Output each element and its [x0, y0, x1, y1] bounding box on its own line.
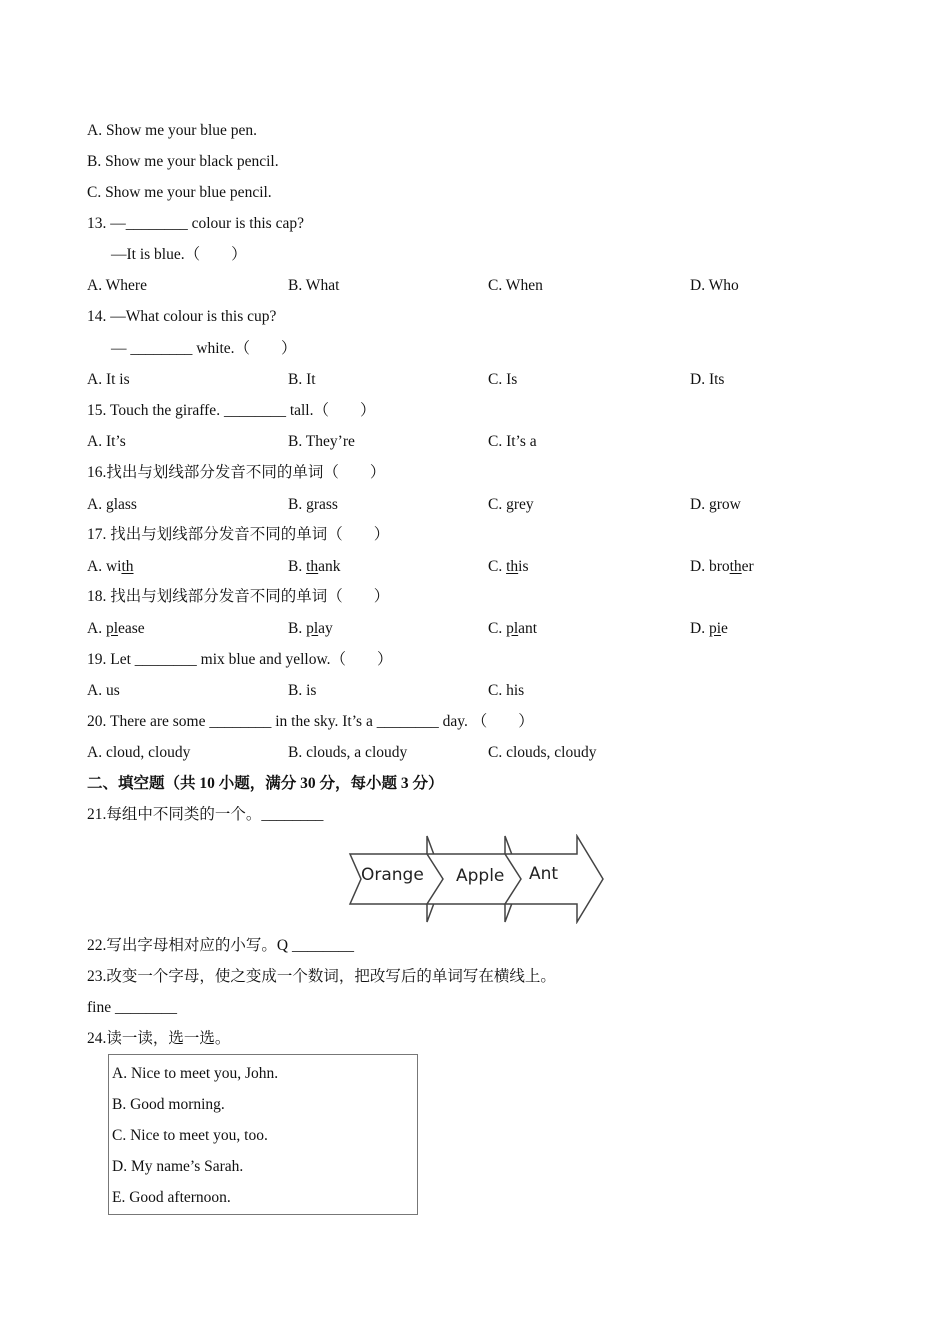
q13-option-a: A. Where	[87, 277, 147, 294]
q16-option-c-suffix: rey	[513, 496, 534, 513]
q19-option-a: A. us	[87, 682, 120, 699]
q12-option-c: C. Show me your blue pencil.	[87, 184, 272, 201]
q19-option-c: C. his	[488, 682, 525, 699]
q18-option-a-prefix: A.	[87, 620, 106, 637]
q15-option-a: A. It’s	[87, 433, 126, 450]
q16-option-c-prefix: C.	[488, 496, 507, 513]
q17-option-d-underlined: th	[729, 558, 742, 575]
q21-stem: 21.每组中不同类的一个。________	[87, 806, 324, 823]
q17-option-d-prefix: D. bro	[690, 558, 730, 575]
q12-option-b: B. Show me your black pencil.	[87, 153, 279, 170]
q17-option-a-prefix: A. wi	[87, 558, 122, 575]
q14-answer-line: — ________ white.（ ）	[111, 340, 297, 357]
q17-option-b-underlined: th	[306, 558, 319, 575]
q18-option-a-suffix: ease	[118, 620, 145, 637]
q18-option-c-suffix: ant	[518, 620, 538, 637]
q12-option-a: A. Show me your blue pen.	[87, 122, 258, 139]
q17-option-c-underlined: th	[506, 558, 519, 575]
q16-option-a-underlined: g	[105, 496, 114, 513]
q20-option-a: A. cloud, cloudy	[87, 744, 191, 761]
q18-option-b-underlined: pl	[306, 620, 319, 637]
q16-stem: 16.找出与划线部分发音不同的单词（ ）	[87, 464, 386, 481]
section-2-title: 二、填空题（共 10 小题，满分 30 分，每小题 3 分）	[87, 775, 444, 792]
q16-option-d-prefix: D.	[690, 496, 709, 513]
q17-option-c-prefix: C.	[488, 558, 507, 575]
q18-option-a-underlined: pl	[105, 620, 119, 637]
q18-option-b-prefix: B.	[288, 620, 307, 637]
q16-option-c	[488, 494, 534, 516]
q18-option-b	[288, 618, 333, 640]
q16-option-b-prefix: B.	[288, 496, 307, 513]
q24-box-item-c: C. Nice to meet you, too.	[112, 1127, 268, 1144]
q19-option-b: B. is	[288, 682, 317, 699]
q18-option-d-prefix: D.	[690, 620, 709, 637]
q14-stem: 14. —What colour is this cup?	[87, 308, 277, 325]
q24-box-item-b: B. Good morning.	[112, 1096, 225, 1113]
q16-option-a	[87, 494, 137, 516]
q17-option-d	[690, 556, 754, 578]
q16-option-d-suffix: row	[716, 496, 741, 513]
q24-box-item-a: A. Nice to meet you, John.	[112, 1065, 279, 1082]
q17-stem: 17. 找出与划线部分发音不同的单词（ ）	[87, 526, 390, 543]
q18-option-d-suffix: e	[721, 620, 728, 637]
q14-option-d: D. Its	[690, 371, 725, 388]
q21-arrow-diagram	[345, 834, 607, 924]
q16-option-d-underlined: g	[708, 496, 717, 513]
q13-option-b: B. What	[288, 277, 340, 294]
q20-stem: 20. There are some ________ in the sky. It’s a ________ day. （ ）	[87, 713, 534, 730]
q13-answer-line: —It is blue.（ ）	[111, 246, 247, 263]
q15-option-b: B. They’re	[288, 433, 355, 450]
q17-option-b	[288, 556, 341, 578]
q18-option-c-prefix: C.	[488, 620, 507, 637]
q24-box-item-d: D. My name’s Sarah.	[112, 1158, 244, 1175]
q17-option-c-suffix: is	[518, 558, 529, 575]
q13-stem: 13. —________ colour is this cap?	[87, 215, 304, 232]
arrow-word-apple: Apple	[456, 866, 505, 886]
q18-option-a	[87, 618, 145, 640]
q23-answer-line: fine ________	[87, 999, 177, 1016]
q22-stem: 22.写出字母相对应的小写。Q ________	[87, 937, 354, 954]
q24-box-item-e: E. Good afternoon.	[112, 1189, 231, 1206]
q14-option-b: B. It	[288, 371, 316, 388]
q17-option-b-prefix: B.	[288, 558, 307, 575]
q18-option-d-underlined: pi	[708, 620, 722, 637]
q18-option-b-suffix: ay	[318, 620, 333, 637]
q17-option-a-underlined: th	[121, 558, 134, 575]
q20-option-b: B. clouds, a cloudy	[288, 744, 408, 761]
q16-option-c-underlined: g	[506, 496, 514, 513]
q16-option-a-suffix: lass	[113, 496, 137, 513]
q17-option-c	[488, 556, 529, 578]
q24-stem: 24.读一读，选一选。	[87, 1030, 231, 1047]
q18-option-c	[488, 618, 537, 640]
q16-option-a-prefix: A.	[87, 496, 106, 513]
q15-option-c: C. It’s a	[488, 433, 537, 450]
q13-option-d: D. Who	[690, 277, 739, 294]
q19-stem: 19. Let ________ mix blue and yellow.（ ）	[87, 651, 393, 668]
arrow-word-orange: Orange	[361, 865, 424, 885]
q14-option-a: A. It is	[87, 371, 130, 388]
q18-stem: 18. 找出与划线部分发音不同的单词（ ）	[87, 588, 390, 605]
q24-option-box	[108, 1054, 418, 1215]
q14-option-c: C. Is	[488, 371, 518, 388]
q13-option-c: C. When	[488, 277, 543, 294]
q16-option-b-suffix: rass	[313, 496, 338, 513]
q17-option-b-suffix: ank	[318, 558, 341, 575]
q18-option-c-underlined: pl	[506, 620, 519, 637]
q18-option-d	[690, 618, 728, 640]
arrow-word-ant: Ant	[529, 864, 559, 884]
q17-option-d-suffix: er	[741, 558, 754, 575]
q16-option-b	[288, 494, 338, 516]
q16-option-b-underlined: g	[306, 496, 314, 513]
q16-option-d	[690, 494, 741, 516]
q17-option-a	[87, 556, 134, 578]
q15-stem: 15. Touch the giraffe. ________ tall.（ ）	[87, 402, 376, 419]
q20-option-c: C. clouds, cloudy	[488, 744, 597, 761]
q23-stem: 23.改变一个字母，使之变成一个数词，把改写后的单词写在横线上。	[87, 968, 556, 985]
